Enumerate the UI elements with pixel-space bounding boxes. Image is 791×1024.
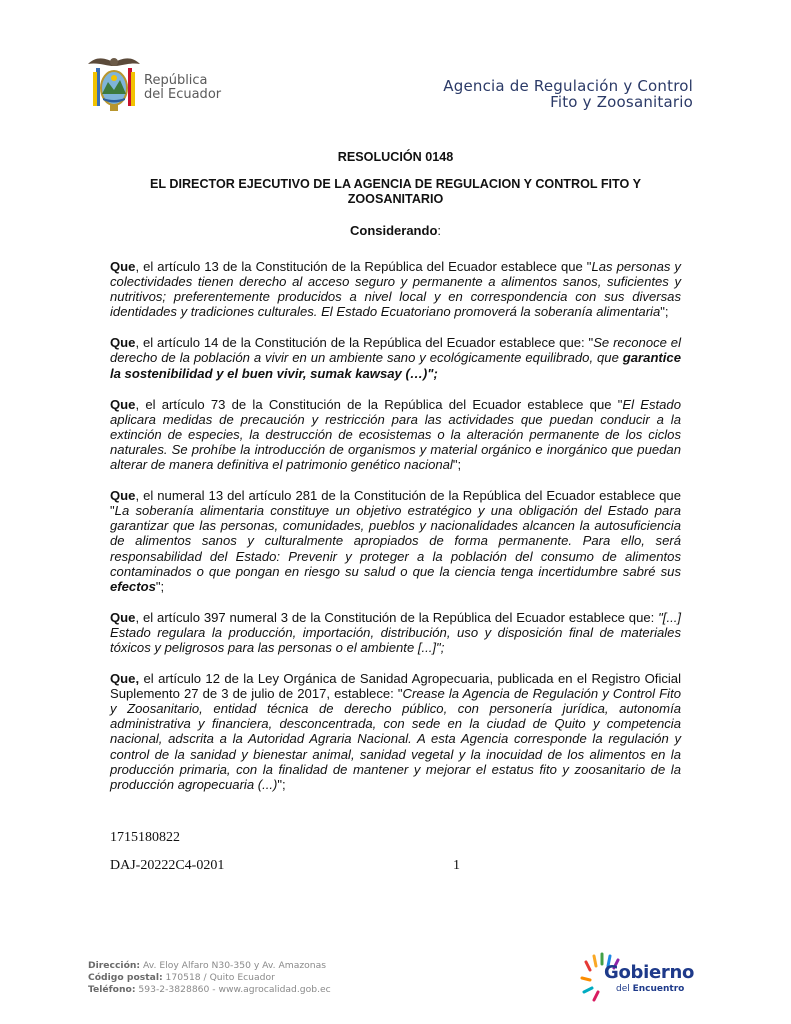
paragraph-lead: Que [110,488,136,504]
phone-value: 593-2-3828860 - www.agrocalidad.gob.ec [135,984,331,995]
document-titles [110,150,681,238]
paragraph-quote: "[...] Estado regulara la producción, importación, distribución, uso y disposición final de materiales tóxicos y peligrosos para las personas o el ambiente [...]"; [110,609,681,655]
paragraph-quote-bold: garantice la sostenibilidad y el buen vivir, sumak kawsay (…) [110,350,681,381]
paragraph-quote: Se reconoce el derecho de la población a vivir en un ambiente sano y ecológicamente equilibrado, que [110,335,681,366]
considering-colon: : [437,223,442,238]
postal-line [88,972,331,984]
paragraph-end: "; [277,776,286,792]
paragraph-lead: Que [110,259,136,274]
agency-line-1: Agencia de Regulación y Control [443,77,693,95]
paragraph [110,610,681,655]
paragraph-intro: , el artículo 397 numeral 3 de la Constitución de la República del Ecuador establece que: [135,609,659,625]
agency-name [443,78,693,110]
paragraph [110,397,681,472]
address-value: Av. Eloy Alfaro N30-350 y Av. Amazonas [140,960,327,971]
contact-address [88,960,331,996]
gobierno-subtitle [616,984,684,994]
gobierno-sub-prefix: del [616,984,633,994]
address-line [88,960,331,972]
paragraph-intro: el artículo 12 de la Ley Orgánica de Sanidad Agropecuaria, publicada en el Registro Oficial Suplemento 27 de 3 de julio de 2017, establece: " [110,671,681,702]
director-title: EL DIRECTOR EJECUTIVO DE LA AGENCIA DE REGULACION Y CONTROL FITO Y ZOOSANITARIO [150,177,641,206]
paragraph [110,488,681,594]
paragraph-end: "; [155,578,165,594]
postal-value: 170518 / Quito Ecuador [162,972,275,983]
republic-line-2: del Ecuador [144,87,222,102]
paragraph-end: "; [427,365,438,381]
republic-name [144,74,221,102]
ecuador-coat-of-arms-icon [86,50,142,114]
paragraph-intro: , el artículo 73 de la Constitución de la República del Ecuador establece que " [135,396,623,412]
phone-line [88,984,331,996]
paragraph-quote: La soberanía alimentaria constituye un objetivo estratégico y una obligación del Estado para garantizar que las personas, comunidades, pueblos y nacionalidades alcancen la autosuficiencia de alimentos sanos y culturalmente apropiados de forma permanente. Para ello, será responsabilidad del Estado: Prevenir y proteger a la población del consumo de alimentos contaminados o que pongan en riesgo su salud o que la ciencia tenga incertidumbre sabré sus [110,503,681,579]
paragraph-end: "; [452,457,462,473]
paragraph-lead: Que, [110,671,140,687]
gobierno-title: Gobierno [604,962,695,983]
paragraph-lead: Que [110,609,136,625]
considering-heading [110,223,681,238]
paragraph-end: "; [660,304,669,320]
paragraph-intro: , el artículo 14 de la Constitución de la República del Ecuador establece que: " [135,335,594,351]
paragraph-quote: El Estado aplicara medidas de precaución y restricción para las actividades que puedan conducir a la extinción de especies, la destrucción de ecosistemas o la alteración permanente de los ciclos naturales. Se prohíbe la introducción de organismos y material orgánico e inorgánico que puedan alterar de manera definitiva el patrimonio genético nacional [110,396,681,473]
phone-label: Teléfono: [88,984,136,995]
address-label: Dirección: [88,960,141,971]
paragraph-intro: , el artículo 13 de la Constitución de la República del Ecuador establece que " [135,259,592,274]
paragraph-intro: , el numeral 13 del artículo 281 de la Constitución de la República del Ecuador establece que " [110,488,681,519]
republic-line-1: República [144,73,208,88]
gobierno-sub-bold: Encuentro [632,984,685,994]
paragraph [110,671,681,792]
postal-label: Código postal: [88,972,163,983]
resolution-title: RESOLUCIÓN 0148 [337,150,454,164]
agency-line-2: Fito y Zoosanitario [550,93,693,111]
considering-label: Considerando [349,223,438,238]
id-number: 1715180822 [110,830,180,845]
document-body [110,259,681,808]
paragraph-quote: Crease la Agencia de Regulación y Control Fito y Zoosanitario, entidad técnica de derecho público, con personería jurídica, autonomía administrativa y financiera, desconcentrada, con sede en la ciudad de Quito y competencia nacional, adscrita a la Autoridad Agraria Nacional. A esta Agencia corresponde la regulación y control de la sanidad y bienestar animal, sanidad vegetal y la inocuidad de los alimentos en la producción primaria, con la finalidad de mantener y mejorar el estatus fito y zoosanitario de la producción agropecuaria (...) [110,686,682,792]
paragraph-quote-bold: efectos [110,578,156,594]
document-code: DAJ-20222C4-0201 [110,858,225,873]
paragraph-quote: Las personas y colectividades tienen derecho al acceso seguro y permanente a alimentos sanos, suficientes y nutritivos; preferentemente producidos a nivel local y en correspondencia con sus diversas identidades y tradiciones culturales. El Estado Ecuatoriano promoverá la soberanía alimentaria [110,259,681,320]
paragraph-lead: Que [110,396,136,412]
paragraph [110,259,681,319]
page-number: 1 [453,858,460,873]
paragraph-lead: Que [110,335,136,351]
paragraph [110,335,681,380]
